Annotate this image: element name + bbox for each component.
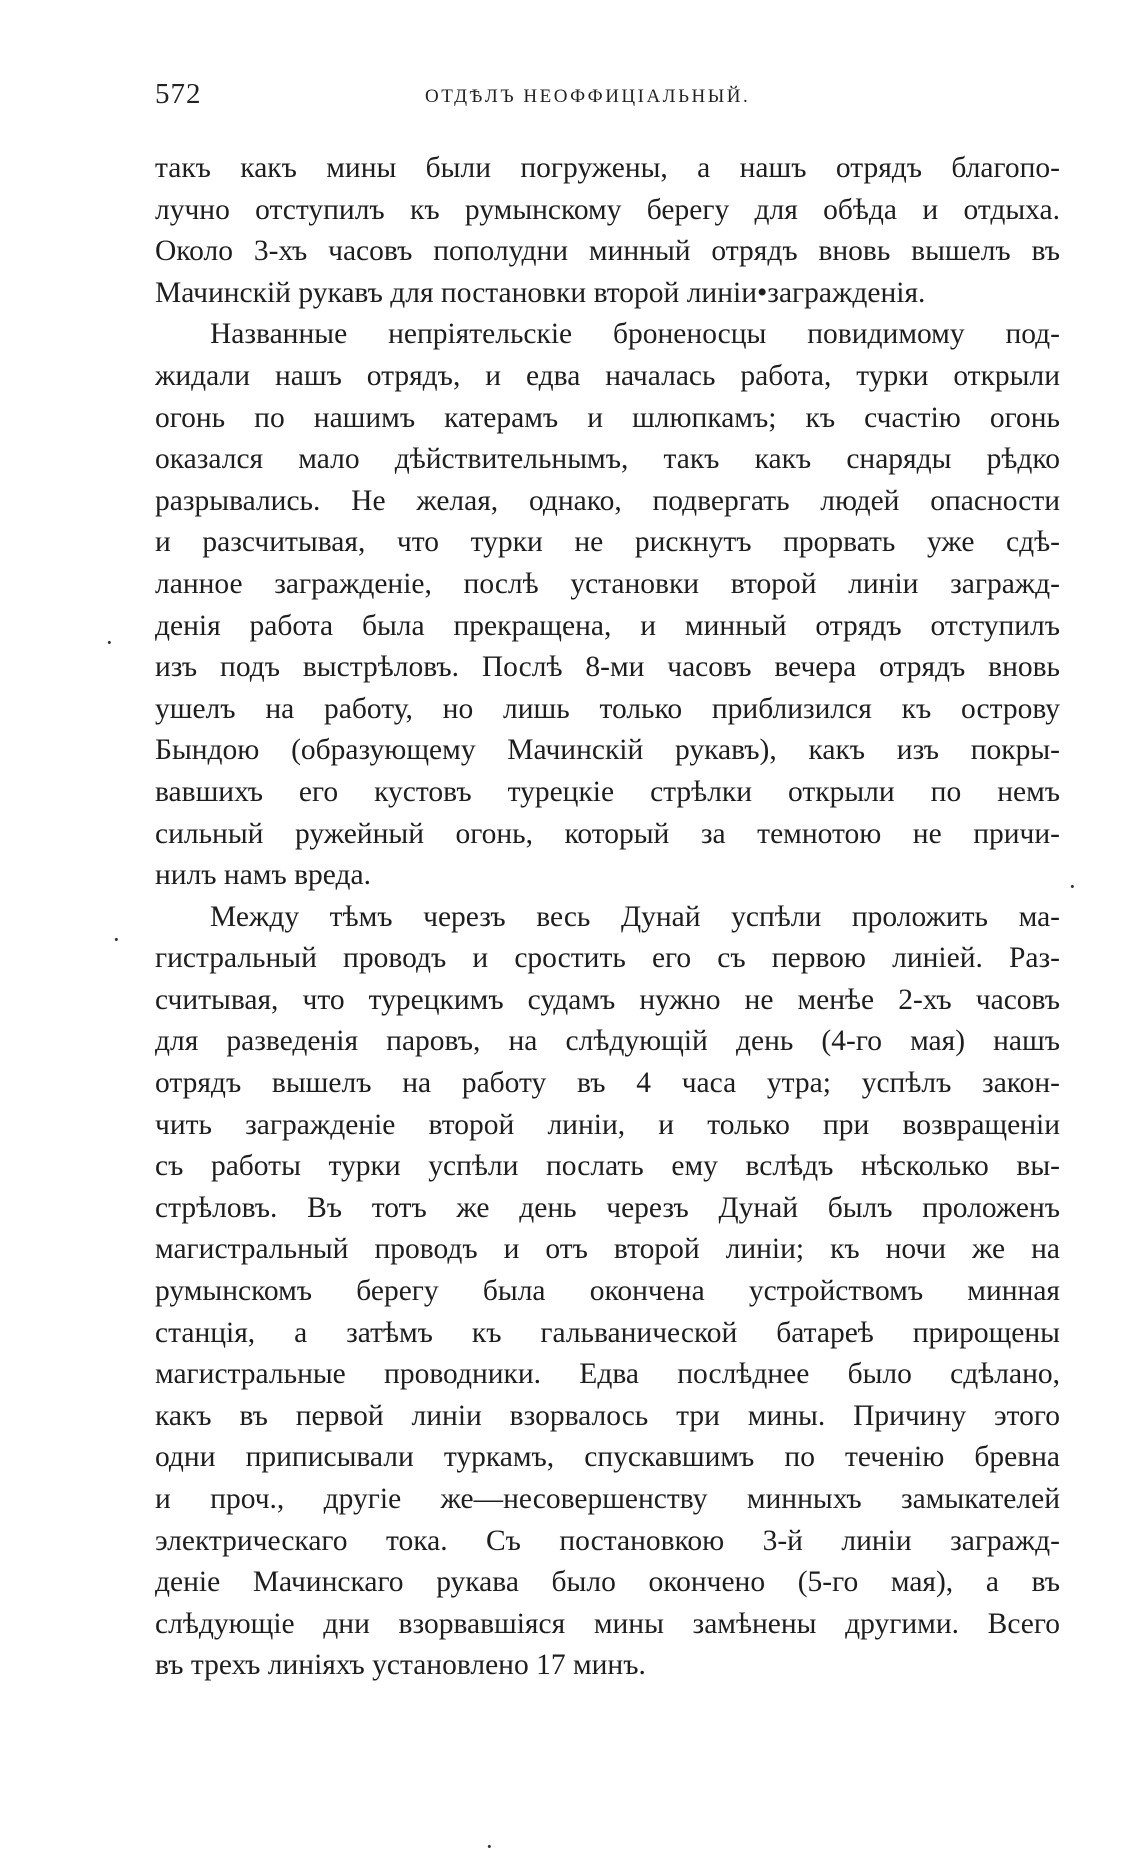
stray-mark: · <box>485 1832 494 1861</box>
stray-mark: · <box>105 628 114 657</box>
text-line: чить загражденіе второй линіи, и только при возвращеніи <box>155 1108 1060 1141</box>
text-line: разрывались. Не желая, однако, подвергать людей опасности <box>155 484 1060 517</box>
text-line: Около 3-хъ часовъ пополудни минный отрядъ вновь вышелъ въ <box>155 235 1060 268</box>
text-line: магистральные проводники. Едва послѣднее было сдѣлано, <box>155 1358 1060 1391</box>
paragraph <box>155 314 1060 896</box>
text-line: и разсчитывая, что турки не рискнутъ прорвать уже сдѣ- <box>155 526 1060 559</box>
text-line: стрѣловъ. Въ тотъ же день черезъ Дунай былъ проложенъ <box>155 1191 1060 1224</box>
text-line: огонь по нашимъ катерамъ и шлюпкамъ; къ счастію огонь <box>155 401 1060 434</box>
text-line: гистральный проводъ и сростить его съ первою линіей. Раз- <box>155 942 1060 975</box>
body-text <box>155 148 1060 1687</box>
text-line: въ трехъ линіяхъ установлено 17 минъ. <box>155 1649 646 1682</box>
text-line: электрическаго тока. Съ постановкою 3-й линіи загражд- <box>155 1524 1060 1557</box>
stray-mark: · <box>1068 872 1077 901</box>
text-line: Мачинскій рукавъ для постановки второй линіи•загражденія. <box>155 276 926 309</box>
text-line: жидали нашъ отрядъ, и едва началась работа, турки открыли <box>155 359 1060 392</box>
text-line: вавшихъ его кустовъ турецкіе стрѣлки открыли по немъ <box>155 775 1060 808</box>
text-line: Между тѣмъ черезъ весь Дунай успѣли проложить ма- <box>210 900 1060 933</box>
text-line: нилъ намъ вреда. <box>155 859 371 892</box>
text-line: сильный ружейный огонь, который за темнотою не причи- <box>155 817 1060 850</box>
text-line: лучно отступилъ къ румынскому берегу для обѣда и отдыха. <box>155 193 1060 226</box>
text-line: деніе Мачинскаго рукава было окончено (5-го мая), а въ <box>155 1566 1060 1599</box>
text-line: магистральный проводъ и отъ второй линіи; къ ночи же на <box>155 1233 1060 1266</box>
text-line: ланное загражденіе, послѣ установки второй линіи загражд- <box>155 567 1060 600</box>
text-line: считывая, что турецкимъ судамъ нужно не менѣе 2-хъ часовъ <box>155 983 1060 1016</box>
page-number: 572 <box>155 78 202 110</box>
text-line: съ работы турки успѣли послать ему вслѣдъ нѣсколько вы- <box>155 1150 1060 1183</box>
running-head: ОТДѢЛЪ НЕОФФИЦІАЛЬНЫЙ. <box>425 86 751 107</box>
text-line: такъ какъ мины были погружены, а нашъ отрядъ благопо- <box>155 152 1060 184</box>
stray-mark: · <box>112 925 121 954</box>
text-line: Названные непріятельскіе броненосцы повидимому под- <box>210 318 1060 351</box>
text-line: ушелъ на работу, но лишь только приблизился къ острову <box>155 692 1060 725</box>
text-line: денія работа была прекращена, и минный отрядъ отступилъ <box>155 609 1060 642</box>
text-line: отрядъ вышелъ на работу въ 4 часа утра; успѣлъ закон- <box>155 1067 1060 1100</box>
text-line: изъ подъ выстрѣловъ. Послѣ 8-ми часовъ вечера отрядъ вновь <box>155 651 1060 684</box>
text-line: одни приписывали туркамъ, спускавшимъ по теченію бревна <box>155 1441 1060 1474</box>
text-line: станція, а затѣмъ къ гальванической батареѣ прирощены <box>155 1316 1060 1349</box>
text-line: слѣдующіе дни взорвавшіяся мины замѣнены другими. Всего <box>155 1607 1060 1640</box>
paragraph <box>155 148 1060 314</box>
text-line: какъ въ первой линіи взорвалось три мины. Причину этого <box>155 1399 1060 1432</box>
text-line: румынскомъ берегу была окончена устройствомъ минная <box>155 1275 1060 1308</box>
text-line: оказался мало дѣйствительнымъ, такъ какъ снаряды рѣдко <box>155 443 1060 476</box>
paragraph <box>155 897 1060 1687</box>
text-line: для разведенія паровъ, на слѣдующій день (4-го мая) нашъ <box>155 1025 1060 1058</box>
text-line: Бындою (образующему Мачинскій рукавъ), какъ изъ покры- <box>155 734 1060 767</box>
text-line: и проч., другіе же—несовершенству минныхъ замыкателей <box>155 1483 1060 1515</box>
page-header <box>155 78 1060 118</box>
